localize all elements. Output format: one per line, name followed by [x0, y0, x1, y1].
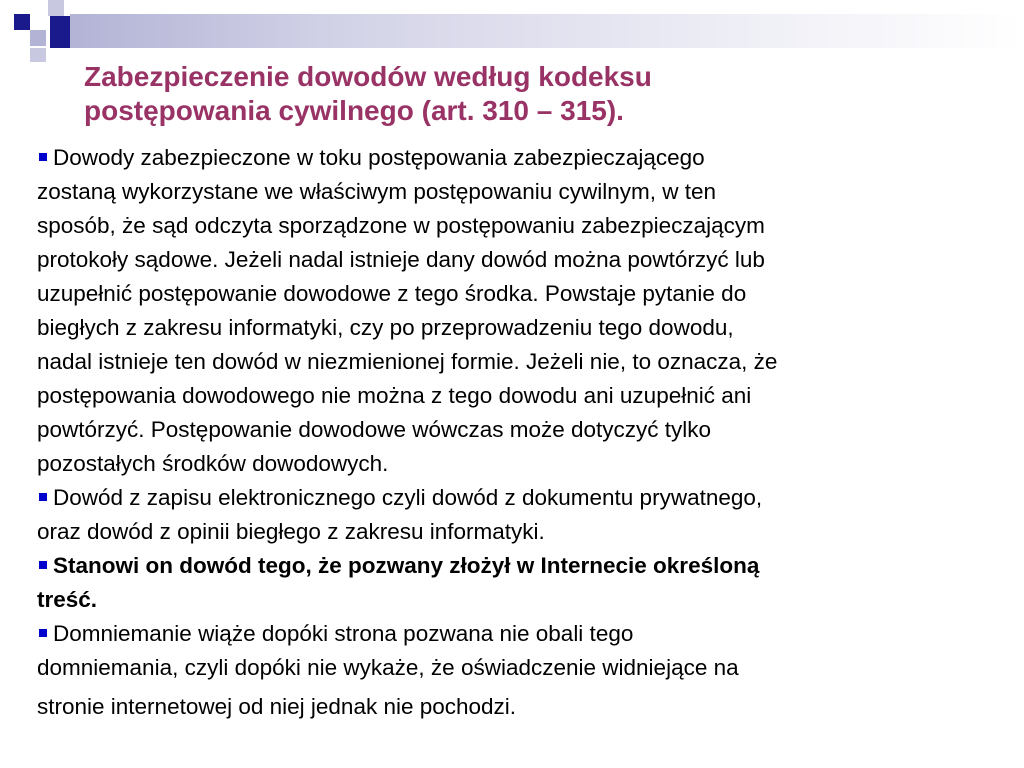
- paragraph-text: Dowody zabezpieczone w toku postępowania zabezpieczającego: [53, 145, 705, 170]
- paragraph-line: uzupełnić postępowanie dowodowe z tego środka. Powstaje pytanie do: [37, 281, 747, 306]
- paragraph-line: oraz dowód z opinii biegłego z zakresu informatyki.: [37, 519, 545, 544]
- decor-square-light-top: [48, 0, 64, 16]
- bullet-paragraph-2: [37, 481, 987, 549]
- paragraph-line: sposób, że sąd odczyta sporządzone w postępowaniu zabezpieczającym: [37, 213, 765, 238]
- decor-square-light-bottom: [30, 48, 46, 62]
- paragraph-line: zostaną wykorzystane we właściwym postępowaniu cywilnym, w ten: [37, 179, 717, 204]
- paragraph-line: domniemania, czyli dopóki nie wykaże, że oświadczenie widniejące na: [37, 655, 739, 680]
- paragraph-line: postępowania dowodowego nie można z tego dowodu ani uzupełnić ani: [37, 383, 752, 408]
- paragraph-line: treść.: [37, 587, 98, 612]
- paragraph-line: [37, 617, 987, 651]
- decor-square-dark-top: [14, 14, 30, 30]
- slide-body: [37, 141, 987, 724]
- paragraph-line: stronie internetowej od niej jednak nie pochodzi.: [37, 694, 517, 719]
- paragraph-line: nadal istnieje ten dowód w niezmienionej formie. Jeżeli nie, to oznacza, że: [37, 349, 778, 374]
- square-bullet-icon: [39, 153, 47, 161]
- square-bullet-icon: [39, 493, 47, 501]
- slide-title-line-2: postępowania cywilnego (art. 310 – 315).: [84, 95, 624, 126]
- paragraph-line: pozostałych środków dowodowych.: [37, 451, 389, 476]
- square-bullet-icon: [39, 561, 47, 569]
- paragraph-line: [37, 141, 987, 175]
- decor-square-light-mid: [30, 30, 46, 46]
- bullet-paragraph-1: [37, 141, 987, 481]
- bullet-paragraph-3: [37, 549, 987, 617]
- paragraph-line: protokoły sądowe. Jeżeli nadal istnieje dany dowód można powtórzyć lub: [37, 247, 765, 272]
- paragraph-text: Domniemanie wiąże dopóki strona pozwana nie obali tego: [53, 621, 634, 646]
- paragraph-text: Stanowi on dowód tego, że pozwany złożył w Internecie określoną: [53, 553, 760, 578]
- paragraph-line: biegłych z zakresu informatyki, czy po przeprowadzeniu tego dowodu,: [37, 315, 734, 340]
- square-bullet-icon: [39, 629, 47, 637]
- paragraph-line: powtórzyć. Postępowanie dowodowe wówczas może dotyczyć tylko: [37, 417, 712, 442]
- slide-title: [84, 60, 984, 128]
- slide-title-line-1: Zabezpieczenie dowodów według kodeksu: [84, 61, 652, 92]
- paragraph-line: [37, 481, 987, 515]
- paragraph-text: Dowód z zapisu elektronicznego czyli dowód z dokumentu prywatnego,: [53, 485, 763, 510]
- bullet-paragraph-4: [37, 617, 987, 724]
- decor-square-dark-mid: [50, 16, 70, 48]
- decor-header-gradient-bar: [70, 14, 1024, 48]
- paragraph-line: [37, 549, 987, 583]
